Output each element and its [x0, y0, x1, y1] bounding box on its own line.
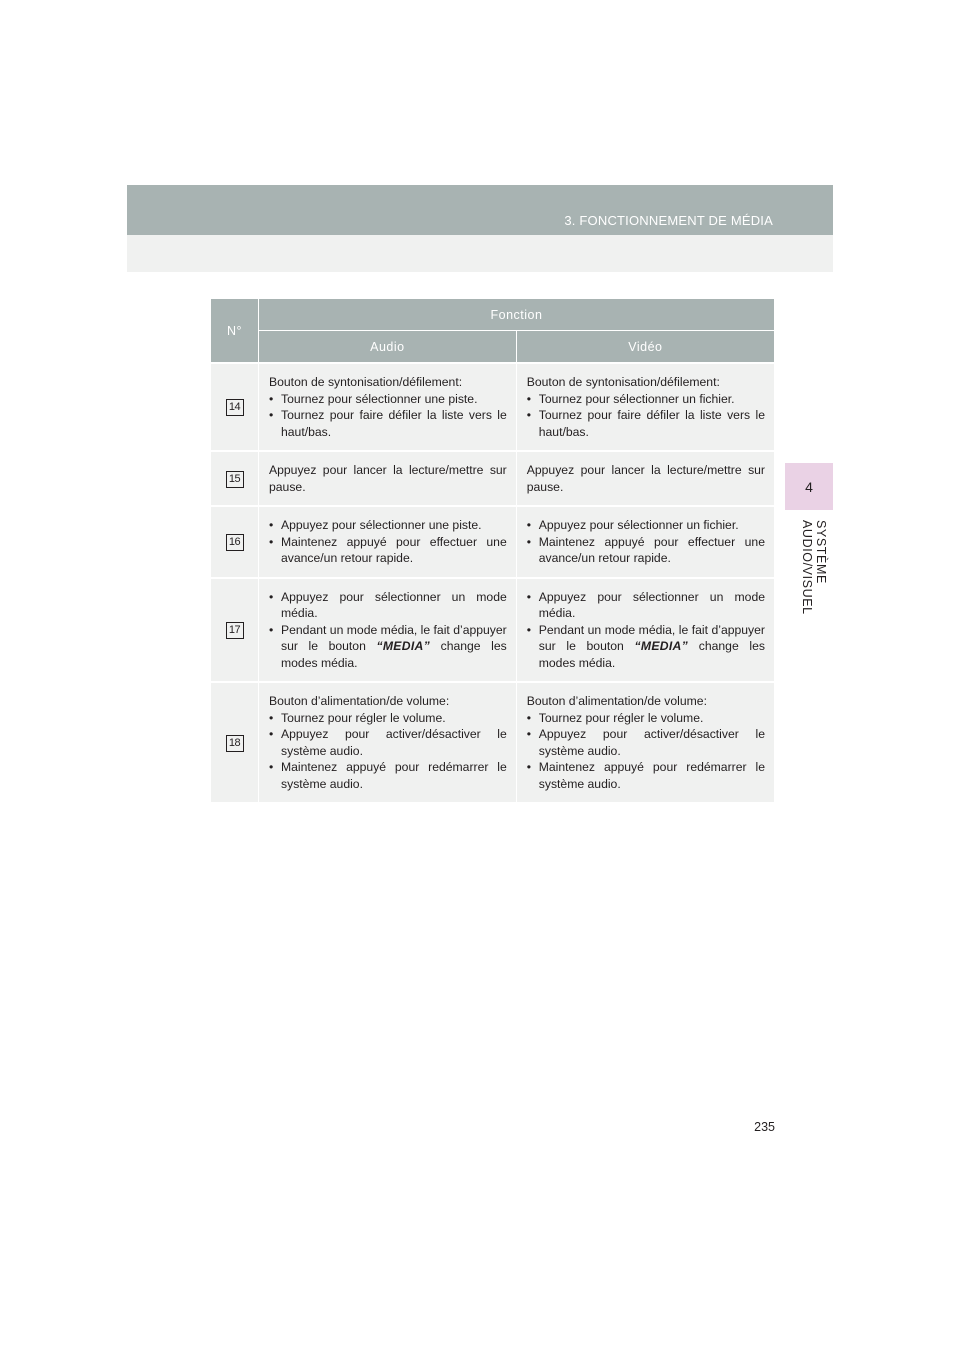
- page-number: 235: [754, 1120, 775, 1134]
- row-number: 14: [226, 399, 244, 416]
- cell-lead: Bouton d’alimentation/de volume:: [526, 694, 707, 708]
- function-table: [211, 299, 774, 802]
- item-text: Pendant un mode média, le fait d’appuyer sur le bouton: [538, 622, 765, 653]
- list-item: • Tournez pour sélectionner une piste.: [269, 391, 507, 408]
- row-number-cell: [211, 363, 259, 451]
- list-item: • Appuyez pour sélectionner un mode média.: [269, 589, 507, 622]
- cell-lead: Bouton d’alimentation/de volume:: [269, 694, 450, 708]
- list-item: • Appuyez pour activer/désactiver le système audio.: [527, 726, 765, 759]
- list-item: • Tournez pour régler le volume.: [269, 710, 507, 727]
- bullet-list: [527, 517, 765, 567]
- cell-lead: Bouton de syntonisation/défilement:: [269, 375, 463, 389]
- list-item: • Tournez pour faire défiler la liste vers le haut/bas.: [527, 407, 765, 440]
- list-item: • Appuyez pour sélectionner un fichier.: [527, 517, 765, 534]
- list-item: [527, 622, 765, 672]
- table-row: [211, 682, 774, 802]
- chapter-tab: [785, 463, 833, 510]
- list-item: [269, 622, 507, 672]
- list-item: • Maintenez appuyé pour effectuer une avance/un retour rapide.: [527, 534, 765, 567]
- bullet-list: [527, 710, 765, 793]
- col-num-header: N°: [211, 299, 259, 363]
- list-item: • Appuyez pour sélectionner une piste.: [269, 517, 507, 534]
- list-item: • Maintenez appuyé pour redémarrer le système audio.: [269, 759, 507, 792]
- chapter-side-title: SYSTÈME AUDIO/VISUEL: [800, 520, 828, 615]
- row-number: 16: [226, 534, 244, 551]
- audio-cell: Appuyez pour lancer la lecture/mettre sur pause.: [259, 451, 517, 506]
- video-cell: [516, 578, 774, 683]
- row-number: 17: [226, 622, 244, 639]
- audio-cell: [259, 578, 517, 683]
- row-number-cell: [211, 682, 259, 802]
- col-video-header: Vidéo: [516, 331, 774, 364]
- media-button-label: “MEDIA”: [634, 639, 689, 653]
- list-item: • Maintenez appuyé pour redémarrer le système audio.: [527, 759, 765, 792]
- table-row: [211, 451, 774, 506]
- list-item: • Tournez pour faire défiler la liste vers le haut/bas.: [269, 407, 507, 440]
- bullet-list: [527, 391, 765, 441]
- section-title: 3. FONCTIONNEMENT DE MÉDIA: [564, 213, 773, 228]
- chapter-number: 4: [805, 478, 813, 495]
- item-text: change les modes média.: [538, 639, 765, 670]
- row-number: 15: [226, 471, 244, 488]
- table-row: [211, 506, 774, 578]
- list-item: • Tournez pour sélectionner un fichier.: [527, 391, 765, 408]
- list-item: • Appuyez pour sélectionner un mode média.: [527, 589, 765, 622]
- item-text: change les modes média.: [281, 639, 507, 670]
- cell-lead: Bouton de syntonisation/défilement:: [526, 375, 720, 389]
- table-row: [211, 363, 774, 451]
- video-cell: [516, 682, 774, 802]
- row-number-cell: [211, 506, 259, 578]
- header-bar: [127, 185, 833, 235]
- bullet-list: [269, 391, 507, 441]
- video-cell: [516, 506, 774, 578]
- bullet-list: [269, 710, 507, 793]
- row-number-cell: [211, 578, 259, 683]
- row-number: 18: [226, 735, 244, 752]
- bullet-list: [269, 589, 507, 672]
- bullet-list: [269, 517, 507, 567]
- audio-cell: [259, 363, 517, 451]
- video-cell: [516, 363, 774, 451]
- audio-cell: [259, 506, 517, 578]
- audio-cell: [259, 682, 517, 802]
- table-row: [211, 578, 774, 683]
- list-item: • Appuyez pour activer/désactiver le système audio.: [269, 726, 507, 759]
- list-item: • Tournez pour régler le volume.: [527, 710, 765, 727]
- video-cell: Appuyez pour lancer la lecture/mettre sur pause.: [516, 451, 774, 506]
- bullet-list: [527, 589, 765, 672]
- col-audio-header: Audio: [259, 331, 517, 364]
- item-text: Pendant un mode média, le fait d’appuyer sur le bouton: [281, 622, 507, 653]
- col-function-header: Fonction: [259, 299, 775, 331]
- header-subbar: [127, 235, 833, 272]
- row-number-cell: [211, 451, 259, 506]
- list-item: • Maintenez appuyé pour effectuer une avance/un retour rapide.: [269, 534, 507, 567]
- media-button-label: “MEDIA”: [376, 639, 431, 653]
